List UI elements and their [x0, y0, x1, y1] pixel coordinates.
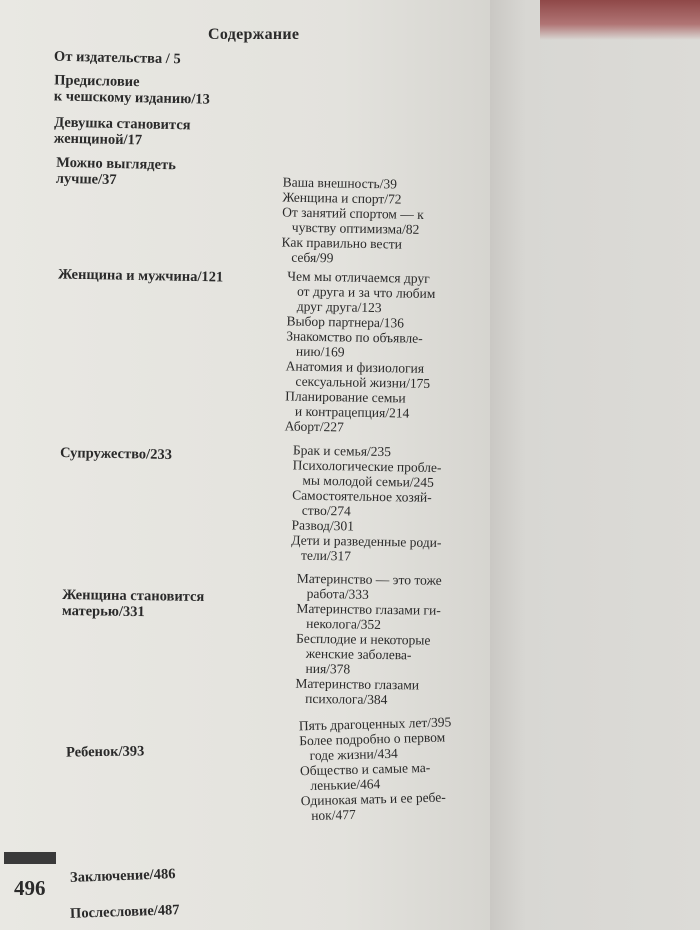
- subsection-group-motherhood: [295, 571, 473, 708]
- toc-entry-woman-and-man: [58, 267, 223, 286]
- subsection-entry: Психологические пробле-: [292, 457, 442, 476]
- subsection-entry: Аборт/227: [284, 418, 344, 435]
- subsection-entry-cont: мы молодой семьи/245: [302, 472, 435, 490]
- subsection-entry: От занятий спортом — к: [282, 204, 424, 222]
- entry-line: Заключение/486: [69, 866, 176, 886]
- subsection-entry: Более подробно о первом: [299, 729, 446, 749]
- subsection-entry-cont: женские заболева-: [305, 645, 412, 663]
- subsection-entry-cont: себя/99: [291, 249, 334, 266]
- subsection-entry: Материнство глазами: [295, 675, 420, 693]
- entry-line: женщиной/17: [53, 130, 143, 149]
- subsection-entry: Как правильно вести: [281, 234, 403, 252]
- subsection-entry: Общество и самые ма-: [299, 759, 431, 779]
- toc-entry-child: [66, 743, 145, 760]
- entry-line: От издательства / 5: [53, 48, 181, 68]
- subsection-entry: Брак и семья/235: [292, 442, 392, 460]
- page-number: 496: [14, 876, 46, 900]
- entry-line: лучше/37: [55, 170, 117, 189]
- toc-entry-becomes-mother: [62, 587, 205, 621]
- toc-entry-girl-becomes-woman: [54, 115, 191, 150]
- subsection-group-man-woman: [285, 268, 468, 436]
- toc-entry-preface: [54, 72, 211, 107]
- entry-line: Ребенок/393: [65, 743, 145, 761]
- subsection-entry: Развод/301: [291, 517, 355, 534]
- subsection-entry-cont: ство/274: [301, 502, 351, 519]
- subsection-entry: Чем мы отличаемся друг: [287, 268, 430, 286]
- subsection-entry-cont: ленькие/464: [310, 776, 381, 794]
- entry-line: Предисловие: [54, 72, 140, 91]
- subsection-entry: Материнство — это тоже: [296, 570, 442, 588]
- subsection-entry: Одинокая мать и ее ребе-: [300, 789, 446, 809]
- subsection-entry-cont: сексуальной жизни/175: [295, 373, 431, 391]
- subsection-entry-cont: чувству оптимизма/82: [291, 219, 420, 237]
- subsection-entry-cont: и контрацепция/214: [294, 403, 410, 421]
- book-cover-edge: [540, 0, 700, 40]
- subsection-entry: Планирование семьи: [285, 388, 406, 406]
- subsection-entry: Материнство глазами ги-: [296, 600, 441, 618]
- toc-entry-afterword: [70, 902, 180, 922]
- subsection-entry-cont: годе жизни/434: [309, 745, 398, 764]
- page-title: Содержание: [208, 26, 300, 43]
- subsection-entry-cont: друг друга/123: [296, 298, 382, 316]
- page-corner-mark: [4, 852, 56, 864]
- entry-line: к чешскому изданию/13: [53, 88, 210, 108]
- entry-line: Можно выглядеть: [56, 154, 176, 174]
- subsection-entry-cont: нок/477: [311, 806, 356, 824]
- subsection-group-looks: [281, 175, 453, 268]
- entry-line: Женщина становится: [62, 587, 205, 605]
- subsection-entry: Самостоятельное хозяй-: [292, 487, 432, 505]
- subsection-entry: Знакомство по объявле-: [286, 328, 423, 346]
- subsection-entry-cont: работа/333: [306, 585, 369, 602]
- toc-entry-from-publisher: [54, 49, 181, 68]
- subsection-entry: Анатомия и физиология: [285, 358, 425, 376]
- subsection-entry-cont: ния/378: [305, 660, 351, 677]
- subsection-entry-cont: неколога/352: [306, 615, 382, 632]
- subsection-entry-cont: от друга и за что любим: [296, 283, 436, 302]
- subsection-entry: Женщина и спорт/72: [282, 189, 402, 207]
- facing-page: [488, 0, 700, 930]
- subsection-entry: Бесплодие и некоторые: [295, 630, 431, 648]
- subsection-entry: Дети и разведенные роди-: [291, 532, 442, 551]
- subsection-entry-cont: тели/317: [300, 547, 352, 564]
- entry-line: Супружество/233: [59, 445, 173, 463]
- subsection-group-marriage: [291, 442, 473, 565]
- toc-entry-marriage: [60, 445, 172, 463]
- subsection-group-child: [299, 714, 478, 824]
- entry-line: Послесловие/487: [69, 902, 180, 922]
- subsection-entry: Ваша внешность/39: [282, 174, 398, 192]
- entry-line: Женщина и мужчина/121: [57, 266, 224, 286]
- entry-line: Девушка становится: [54, 114, 191, 134]
- subsection-entry-cont: психолога/384: [305, 690, 388, 708]
- toc-entry-conclusion: [70, 866, 176, 886]
- subsection-entry: Выбор партнера/136: [286, 313, 405, 331]
- entry-line: матерью/331: [61, 603, 145, 621]
- subsection-entry: Пять драгоценных лет/395: [298, 714, 452, 734]
- subsection-entry-cont: нию/169: [295, 343, 345, 360]
- toc-entry-look-better: [56, 155, 176, 189]
